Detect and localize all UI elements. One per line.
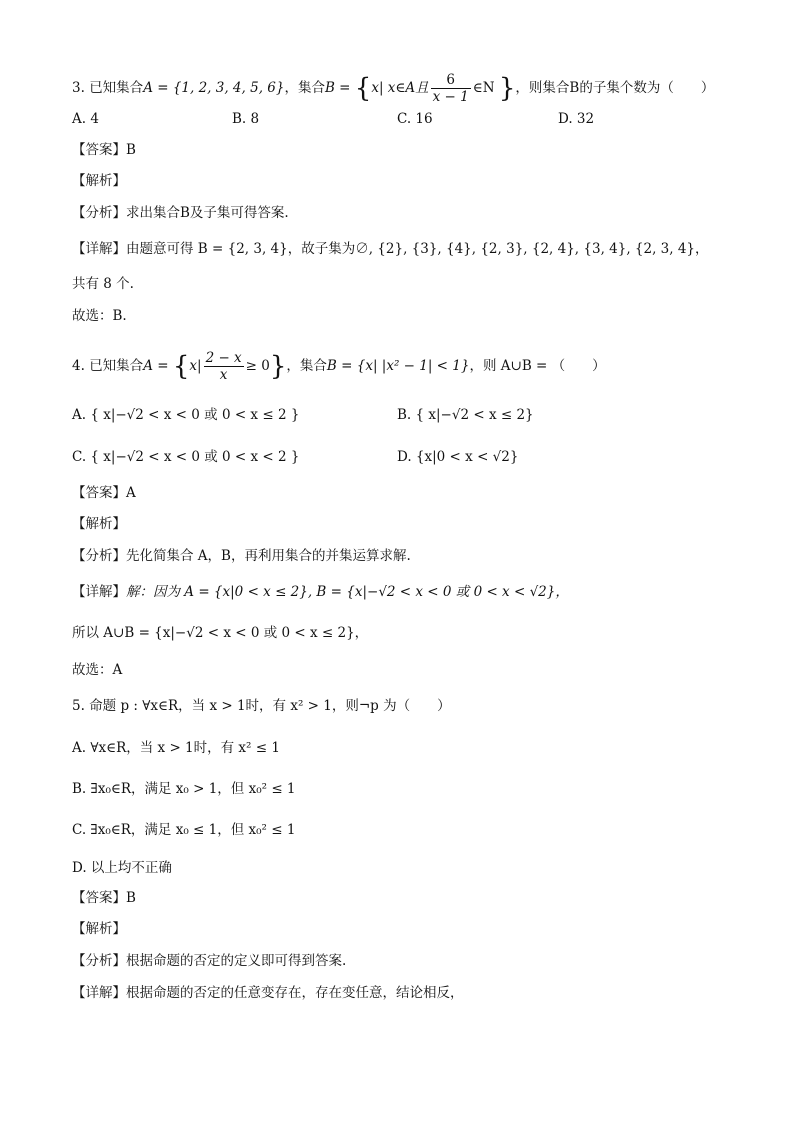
q3-option-b: B. 8	[232, 111, 260, 127]
q3-frac-num: 6	[431, 72, 471, 89]
q4-option-d: D. {x|0 < x < √2}	[397, 449, 519, 465]
q3-mid: ，集合	[284, 80, 325, 96]
q4-fenxi: 先化简集合 A，B，再利用集合的并集运算求解.	[126, 548, 411, 564]
q4-suffix: ，则 A∪B = （ ）	[469, 358, 606, 374]
q5-detail-line	[72, 983, 464, 1003]
q4-number: 4.	[72, 358, 85, 374]
q4-option-c: C. { x|−√2 < x < 0 或 0 < x < 2 }	[72, 449, 300, 465]
q3-fraction	[431, 72, 471, 105]
q4-answer: A	[126, 485, 136, 501]
q3-stem: 3. 已知集合A = {1, 2, 3, 4, 5, 6}，集合B = {x| x∈A且 $\frac{6}{x - 1}$ ∈N }，则集合B的子集个数为（ ）	[72, 72, 715, 105]
q5-fenxi: 根据命题的否定的定义即可得到答案.	[126, 953, 347, 969]
q4-stem: 4. 已知集合A = {x| $\frac{2 - x}{x}$ ≥ 0}，集合B = {x| |x² − 1| < 1}，则 A∪B = （ ）	[72, 350, 606, 383]
q4-frac-den: x	[219, 367, 228, 383]
q5-detail-tag: 【详解】	[72, 985, 126, 1001]
q3-number: 3.	[72, 80, 85, 96]
q3-set-b-cond: x| x∈A且	[371, 80, 429, 96]
q5-detail: 根据命题的否定的任意变存在，存在变任意，结论相反，	[126, 985, 464, 1001]
q4-detail-line	[72, 582, 569, 602]
q3-detail-line	[72, 239, 709, 259]
q3-option-a: A. 4	[72, 111, 99, 127]
q4-detail2: 所以 A∪B = {x|−√2 < x < 0 或 0 < x ≤ 2}，	[72, 625, 369, 641]
q4-fenxi-line	[72, 546, 411, 566]
q3-answer-tag: 【答案】	[72, 142, 126, 158]
q3-detail: 由题意可得 B = {2, 3, 4}，故子集为∅, {2}, {3}, {4}, {2, 3}, {2, 4}, {3, 4}, {2, 3, 4}，	[126, 241, 709, 257]
q3-fenxi-line	[72, 203, 289, 223]
q5-stem-text: 命题 p : ∀x∈R，当 x > 1时，有 x² > 1，则¬p 为（ ）	[89, 698, 451, 714]
q3-set-a: A = {1, 2, 3, 4, 5, 6}	[143, 80, 285, 96]
q4-set-a-start: A =	[143, 358, 173, 374]
q3-answer-line	[72, 140, 136, 160]
q3-prefix: 已知集合	[89, 80, 144, 96]
q4-option-a: A. { x|−√2 < x < 0 或 0 < x ≤ 2 }	[72, 407, 300, 423]
q3-option-c: C. 16	[397, 111, 433, 127]
q5-option-c: C. ∃x₀∈R，满足 x₀ ≤ 1，但 x₀² ≤ 1	[72, 822, 296, 838]
q4-set-a-end: ≥ 0	[245, 358, 270, 374]
q5-number: 5.	[72, 698, 85, 714]
q4-detail: 解：因为 A = {x|0 < x ≤ 2}, B = {x|−√2 < x < 0 或 0 < x < √2}，	[126, 584, 569, 600]
q3-fenxi: 求出集合B及子集可得答案.	[126, 205, 289, 221]
q3-fenxi-tag: 【分析】	[72, 205, 126, 221]
q4-conclusion: 故选：A	[72, 662, 123, 678]
q5-fenxi-line	[72, 951, 346, 971]
q5-answer-line	[72, 888, 136, 908]
q4-answer-tag: 【答案】	[72, 485, 126, 501]
q4-detail-tag: 【详解】	[72, 584, 126, 600]
q4-fenxi-tag: 【分析】	[72, 548, 126, 564]
q4-answer-line	[72, 483, 136, 503]
q3-answer: B	[126, 142, 136, 158]
q4-frac-num: 2 − x	[205, 350, 242, 366]
q5-option-a: A. ∀x∈R，当 x > 1时，有 x² ≤ 1	[72, 740, 280, 756]
q3-analysis-tag: 【解析】	[72, 173, 126, 189]
q5-option-d: D. 以上均不正确	[72, 860, 172, 876]
q3-set-b-start: B =	[324, 80, 355, 96]
q4-mid: ，集合	[286, 358, 327, 374]
q3-detail2: 共有 8 个.	[72, 276, 134, 292]
q4-set-b: B = {x| |x² − 1| < 1}	[326, 358, 470, 374]
q4-set-a-x: x|	[189, 358, 202, 374]
q4-analysis-tag: 【解析】	[72, 516, 126, 532]
q3-option-d: D. 32	[558, 111, 595, 127]
q3-set-b-end: ∈N	[472, 80, 495, 96]
q4-fraction	[204, 350, 244, 383]
q4-prefix: 已知集合	[89, 358, 144, 374]
q4-option-b: B. { x|−√2 < x ≤ 2}	[397, 407, 534, 423]
q5-answer: B	[126, 890, 136, 906]
q3-detail-tag: 【详解】	[72, 241, 126, 257]
q3-conclusion: 故选：B.	[72, 308, 127, 324]
q5-fenxi-tag: 【分析】	[72, 953, 126, 969]
q3-frac-den: x − 1	[432, 89, 469, 105]
q5-answer-tag: 【答案】	[72, 890, 126, 906]
q3-suffix: ，则集合B的子集个数为（ ）	[515, 80, 715, 96]
q5-analysis-tag: 【解析】	[72, 921, 126, 937]
q5-stem	[72, 696, 451, 716]
q5-option-b: B. ∃x₀∈R，满足 x₀ > 1，但 x₀² ≤ 1	[72, 781, 296, 797]
